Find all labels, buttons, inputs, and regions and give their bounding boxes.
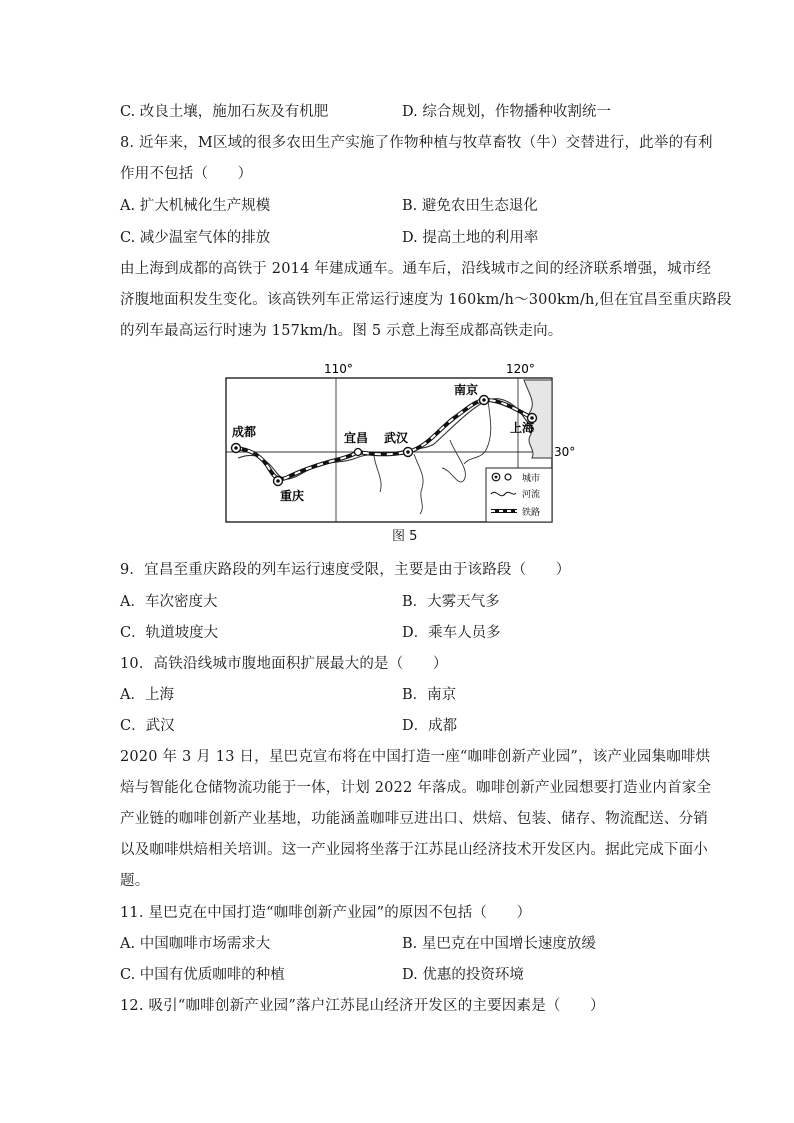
label-nanjing: 南京	[454, 383, 479, 397]
passage1-line3: 的列车最高运行时速为 157km/h。图 5 示意上海至成都高铁走向。	[120, 323, 563, 339]
label-yichang: 宜昌	[344, 431, 369, 445]
railway-map	[224, 360, 576, 525]
label-lat-30: 30°	[554, 445, 576, 459]
city-yichang	[355, 449, 362, 456]
q10-option-a: A．上海	[120, 687, 174, 703]
passage1-line1: 由上海到成都的高铁于 2014 年建成通车。通车后，沿线城市之间的经济联系增强，城市经	[120, 261, 712, 277]
q10-option-c: C．武汉	[120, 718, 175, 734]
passage2-line3: 产业链的咖啡创新产业基地，功能涵盖咖啡豆进出口、烘焙、包装、储存、物流配送、分销	[120, 811, 708, 827]
q11-option-c: C. 中国有优质咖啡的种植	[120, 967, 285, 983]
q8-option-a: A. 扩大机械化生产规模	[120, 198, 271, 214]
label-wuhan: 武汉	[384, 431, 409, 445]
map-legend	[486, 468, 552, 522]
q11-option-b: B. 星巴克在中国增长速度放缓	[402, 936, 596, 952]
q11-option-d: D. 优惠的投资环境	[402, 967, 524, 983]
passage2-line5: 题。	[120, 873, 150, 889]
q9-option-c: C．轨道坡度大	[120, 625, 219, 641]
label-chongqing: 重庆	[280, 489, 305, 503]
q11-stem: 11. 星巴克在中国打造“咖啡创新产业园”的原因不包括（ ）	[120, 905, 532, 921]
label-lon-120: 120°	[506, 362, 535, 376]
q9-option-b: B．大雾天气多	[402, 594, 500, 610]
passage2-line4: 以及咖啡烘焙相关培训。这一产业园将坐落于江苏昆山经济技术开发区内。据此完成下面小	[120, 842, 708, 858]
q8-stem-line1: 8. 近年来，M区域的很多农田生产实施了作物种植与牧草畜牧（牛）交替进行，此举的有利	[120, 135, 713, 151]
passage2-line1: 2020 年 3 月 13 日，星巴克宣布将在中国打造一座“咖啡创新产业园”，该产业园集咖啡烘	[120, 749, 711, 765]
city-wuhan	[404, 448, 413, 457]
q10-option-b: B．南京	[402, 687, 457, 703]
q7-option-d: D. 综合规划，作物播种收割统一	[402, 104, 611, 120]
q8-option-c: C. 减少温室气体的排放	[120, 230, 271, 246]
legend-railway: 铁路	[522, 508, 541, 518]
city-chongqing	[274, 477, 283, 486]
q9-option-a: A．车次密度大	[120, 594, 218, 610]
q12-stem: 12. 吸引“咖啡创新产业园”落户江苏昆山经济开发区的主要因素是（ ）	[120, 998, 605, 1014]
q7-option-c: C. 改良土壤，施加石灰及有机肥	[120, 104, 329, 120]
q8-stem-line2: 作用不包括（ ）	[120, 166, 253, 182]
q9-stem: 9．宜昌至重庆路段的列车运行速度受限，主要是由于该路段（ ）	[120, 562, 571, 578]
legend-river: 河流	[522, 490, 541, 500]
label-lon-110: 110°	[324, 362, 353, 376]
q10-option-d: D．成都	[402, 718, 458, 734]
q11-option-a: A. 中国咖啡市场需求大	[120, 936, 271, 952]
legend-city: 城市	[522, 474, 541, 484]
passage2-line2: 焙与智能化仓储物流功能于一体，计划 2022 年落成。咖啡创新产业园想要打造业内首家全	[120, 780, 712, 796]
city-chengdu	[232, 444, 241, 453]
label-shanghai: 上海	[510, 421, 535, 435]
figure-caption: 图 5	[392, 529, 418, 544]
city-nanjing	[480, 396, 489, 405]
q9-option-d: D．乘车人员多	[402, 625, 501, 641]
q8-option-d: D. 提高土地的利用率	[402, 230, 539, 246]
label-chengdu: 成都	[232, 425, 257, 439]
passage1-line2: 济腹地面积发生变化。该高铁列车正常运行速度为 160km/h～300km/h,但在宜昌至重庆路段	[120, 292, 732, 308]
q8-option-b: B. 避免农田生态退化	[402, 198, 538, 214]
q10-stem: 10．高铁沿线城市腹地面积扩展最大的是（ ）	[120, 656, 448, 672]
